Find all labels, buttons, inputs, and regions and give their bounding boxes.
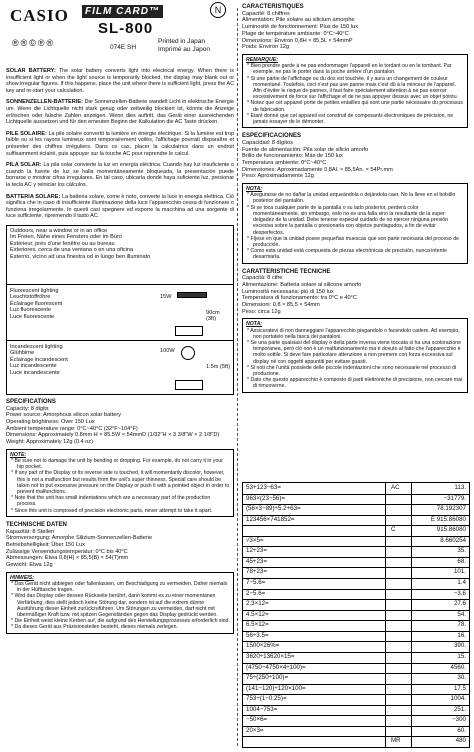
row-divider	[7, 284, 233, 285]
specifications-de	[6, 522, 234, 569]
printed-fr: Imprimé au Japon	[158, 46, 211, 53]
row-divider	[243, 536, 469, 537]
calc-input: 1004−753=	[246, 705, 278, 713]
calc-input: 2.3×12=	[246, 600, 269, 608]
row-divider	[243, 567, 469, 568]
note-fr	[242, 54, 468, 128]
calc-result: 915.86080	[436, 526, 466, 534]
note-title: REMARQUE:	[246, 56, 278, 63]
calc-row	[243, 494, 469, 505]
spec-line: Brillo de funcionamiento: Más de 150 lux	[242, 153, 343, 160]
certification-mark-icon: N	[210, 2, 226, 18]
light-row-outdoor	[7, 226, 163, 286]
product-title: FILM CARD™	[82, 5, 163, 18]
calc-row	[243, 567, 469, 578]
specifications-fr	[242, 4, 468, 51]
calc-row	[243, 641, 469, 652]
row-divider	[243, 494, 469, 495]
calc-row	[243, 578, 469, 589]
spec-line: Plage de température ambiante: 0°C~40°C	[242, 30, 349, 37]
calc-result: 78.	[457, 621, 466, 629]
row-divider	[7, 340, 233, 341]
spec-line: Capacité: 8 chiffres	[242, 10, 290, 17]
row-divider	[243, 620, 469, 621]
section-heading: PILA SOLAR:	[6, 162, 44, 169]
spec-heading: TECHNISCHE DATEN	[6, 521, 67, 528]
calc-result: 17.5	[453, 684, 466, 692]
calc-result: 1004.	[450, 695, 466, 703]
spec-line: Alimentazione: Batteria solare al silicone amorfo	[242, 281, 362, 288]
calc-result: 27.6	[453, 600, 466, 608]
note-title: NOTA:	[246, 186, 263, 193]
row-divider	[243, 546, 469, 547]
spec-heading: CARATTERISTICHE TECNICHE	[242, 268, 331, 275]
spec-line: Ambient temperature range: 0°C~40°C (32°F~104°F)	[6, 425, 138, 432]
specifications-en	[6, 399, 234, 446]
note-item: * Se una parte qualsiasi del display o della parte inversa viene toccata si ha una scolorazione temporanea, però ciò non è un malfunzionamento ma è dovuto al fatto che l'apparecchio è molto sottile. Si deve fare particolare attenzione a non premere con forza eccessiva sul display né con oggetti appuntiti per evitare guasti.	[253, 340, 464, 365]
spec-line: Fuente de alimentación: Pila solar de silicio amorfo	[242, 146, 369, 153]
spec-lines	[6, 529, 234, 569]
calc-result: 68.	[457, 557, 466, 565]
calc-result: −3.6	[453, 589, 466, 597]
note-item: * Etant donné que cet appareil est construit de composants électroniques de précision, ne jamais essayer de le démonter.	[253, 113, 464, 125]
calc-input: √3×5=	[246, 536, 264, 544]
note-item: * Asegurarse de no dañar la unidad arqueándola o dejándola caer. No la lleve en el bolsillo posterior del pantalón.	[253, 192, 464, 204]
spec-line: Dimensioni: 0,8 × 85,5 × 54mm	[242, 302, 320, 309]
spec-line: Peso: Aproximadamente 12g	[242, 173, 314, 180]
note-item: * Note that the unit has small indentations which are a necessary part of the production process.	[17, 495, 230, 507]
printed-en: Printed in Japan	[158, 38, 205, 45]
row-divider	[243, 652, 469, 653]
section-paragraph	[6, 68, 234, 94]
spec-line: Capacidad: 8 dígitos	[242, 139, 293, 146]
note-item: * Wird das Display oder dessen Rückseite berührt, dann kommt es zu einer momentanen Verfärbung; dies stellt jedoch keine Störung dar, sondern ist auf die extrem dünne Ausführung dieser Einheit zurückzuführen. Um Störungen zu vermeiden, darf nicht mit übermäßiger Kraft bzw. mit spitzen Gegenständen gegen das Display gedrückt werden.	[17, 593, 230, 618]
calc-input: (56×3−89)÷5.2+63=	[246, 505, 301, 513]
column-divider	[237, 8, 238, 746]
calc-row	[243, 589, 469, 600]
calc-result: 35.	[457, 547, 466, 555]
section-heading: SONNENZELLEN-BATTERIE:	[6, 99, 85, 106]
spec-heading: CARACTERISTIQUES	[242, 4, 304, 10]
light-conditions-table	[6, 225, 234, 395]
note-es	[242, 183, 468, 263]
spec-lines	[242, 275, 468, 315]
note-de	[6, 572, 234, 634]
calc-row	[243, 736, 469, 747]
calc-result: 4560.	[450, 663, 466, 671]
calc-row	[243, 504, 469, 515]
section-heading: PILE SOLAIRE:	[6, 130, 49, 137]
calc-row	[243, 536, 469, 547]
spec-line: Temperatura di funzionamento: tra 0°C e 40°C	[242, 295, 357, 302]
note-item: * Assicuratevi di non danneggiare l'apparecchio piegandolo o facendolo cadere. Ad esempio, non portatelo nella tasca dei pantaloni.	[253, 328, 464, 340]
section-paragraph	[6, 131, 234, 157]
symbol-marks: ®®©®®	[12, 38, 56, 48]
spec-line: Weight: Approximately 12g (0.4 oz)	[6, 439, 93, 446]
row-divider	[243, 525, 469, 526]
calc-input: 4.5×12=	[246, 610, 269, 618]
note-item: * Si noti che l'unità possiede delle piccole indentazioni che sono necessarie nel processo di produzione.	[253, 365, 464, 377]
calc-input: (4750−4750×4÷100)=	[246, 663, 306, 671]
row-divider	[243, 631, 469, 632]
row-divider	[243, 599, 469, 600]
section-text: Die Sonnenzellen-Batterie wandelt Licht in elektrische Energie um. Wenn die Lichtquelle nicht stark genug oder zeitweilig blockiert ist, könnte die Anzeige erlöschen oder falsche Zahlen anzeigen. Wenn dies auftritt, das Gerät einer ausreichenden Lichtquelle aussetzen und für den erneuten Beginn der Kalkulation die AC Taste drücken.	[6, 99, 234, 126]
calc-input: 3620÷13620×15=	[246, 652, 295, 660]
calc-result: 30.	[457, 674, 466, 682]
lamp-wattage-2: 100W	[160, 347, 175, 354]
section-text: La batteria solare, come è noto, converte la luce in energia elettrica. Ciò significa che in caso di insufficiente illuminazione della luce l'apparecchio cessa di funzionare o funziona irregolarmente. In questi casi spegnere ed esporre la macchina ad una sorgente di luce sufficiente, ripremendo il tasto AC.	[6, 193, 234, 220]
calc-row	[243, 652, 469, 663]
calc-input: −50×6=	[246, 716, 268, 724]
spec-line: Capacity: 8 digits	[6, 405, 49, 412]
calc-row	[243, 525, 469, 536]
row-divider	[243, 515, 469, 516]
spec-line: Betriebshelligkeit: Über 150 Lux	[6, 541, 85, 548]
specifications-it	[242, 269, 468, 316]
note-list	[10, 581, 230, 631]
calc-input: 123456×741852=	[246, 515, 295, 523]
light-row-fluorescent	[7, 286, 163, 342]
row-divider	[243, 736, 469, 737]
note-title: HINWEIS:	[10, 574, 34, 581]
light-row-incandescent	[7, 342, 163, 396]
spec-line: Poids: Environ 12g	[242, 44, 289, 51]
calc-row	[243, 684, 469, 695]
spec-line: Power source: Amorphous silicon solar battery	[6, 412, 122, 419]
row-divider	[243, 694, 469, 695]
calc-result: −300	[452, 716, 466, 724]
calc-row	[243, 557, 469, 568]
spec-lines	[242, 11, 468, 51]
calc-input: 20×3=	[246, 726, 264, 734]
printed-in	[158, 38, 210, 54]
spec-line: Dimensions: Approximately 0.8mm H × 85.5W × 54mmD (1/32"H × 3 3/8"W × 2 1/8"D)	[6, 432, 220, 439]
distance-2: 1.5m (5ft)	[206, 363, 230, 370]
calc-row	[243, 705, 469, 716]
calc-input: 53+123−63=	[246, 484, 281, 491]
model-number: SL-800	[98, 20, 154, 37]
note-item: * Be sure not to damage the unit by bending or dropping. For example, do not carry it in your hip pocket.	[17, 458, 230, 470]
note-it	[242, 318, 468, 392]
spec-line: Dimensiones: Aproximadamente 0,8Al. × 85,5An. × 54Pr.mm	[242, 166, 393, 173]
section-heading: BATTERIA SOLARE:	[6, 193, 62, 200]
row-divider	[243, 557, 469, 558]
spec-line: Peso: circa 12g	[242, 308, 281, 315]
section-text: La pila solar convierte la luz en energía eléctrica. Cuando hay luz insuficiente o cuando la fuente de luz se halla momentáneamente bloqueada, la presentación puede borrarse o mostrar cifras irregulares. En tal caso, ubicaría donde haya suficiente luz, presionar la tecla AC y reiniciar los cálculos.	[6, 162, 234, 188]
calc-row	[243, 483, 469, 494]
row-divider	[243, 663, 469, 664]
spec-lines	[6, 406, 234, 446]
note-item: * Fíjese en que la unidad posee pequeñas muescas que son parte necesaria del proceso de producción.	[253, 236, 464, 248]
section-text: La pile solaire convertit la lumière en énergie électrique. Si la lumière est trop faible ou si les rayons lumineux sont temporairement voilés, l'affichage pourrait disparaître et présenter des chiffres irréguliers. Dans ce cas, placer la calculatrice dans un endroit suffisamment éclairé, puis appuyer sur la touche AC pour reprendre le calcul.	[6, 130, 234, 157]
calc-input: 6.5×12=	[246, 621, 269, 629]
calc-input: 45+23=	[246, 557, 267, 565]
lamp-wattage-1: 15W	[160, 293, 172, 300]
header	[6, 0, 234, 68]
calc-input: 1500×26%=	[246, 642, 280, 650]
calc-row	[243, 620, 469, 631]
calc-result: 78.192307	[436, 505, 466, 513]
calc-row	[243, 610, 469, 621]
section-text: The solar battery converts light into electrical energy. When there is insufficient light or when the light source is temporarily blocked, the display may blank out or show irregular figures. If this happens, place the unit where there is sufficient light, press the AC key and re-start your calculation.	[6, 68, 234, 94]
row-divider	[243, 715, 469, 716]
calc-result: 251.	[453, 705, 466, 713]
calc-input: 2−5.6=	[246, 589, 266, 597]
note-item: * Da dieses Gerät aus Präzisionsteilen besteht, dieses niemals zerlegen.	[17, 624, 230, 630]
note-title: NOTE:	[10, 451, 27, 458]
calc-result: 15.	[457, 652, 466, 660]
row-divider	[243, 684, 469, 685]
spec-line: Kapazität: 8 Stellen	[6, 528, 55, 535]
row-divider	[243, 705, 469, 706]
calc-result: 54.	[457, 610, 466, 618]
calc-key: AC	[391, 484, 400, 491]
spec-line: Alimentation: Pile solaire au silicium amorphe	[242, 17, 355, 24]
calc-row	[243, 631, 469, 642]
note-item: * Bien prendre garde à ne pas endommager l'appareil en le tordant ou en le tombant. Par exemple, ne pas le porter dans la poche arrière d'un pantalon.	[253, 63, 464, 75]
calculation-examples-table	[242, 482, 470, 748]
spec-heading: SPECIFICATIONS	[6, 398, 56, 405]
solar-battery-sections	[6, 68, 234, 220]
note-item: * Si une partie de l'affichage ou du dos est touchée, il y aura un changement de couleur momentané. Toutefois, ceci n'est pas une panne mais c'est dû à la minceur de l'appareil. Afin d'éviter le risque de pannes, il faut faire spécialement attention à ne pas exercer excessivement de force sur l'affichage et de ne pas appuyer dessus avec un objet pointu.	[253, 76, 464, 101]
row-divider	[243, 610, 469, 611]
left-column	[6, 0, 234, 752]
calc-row	[243, 694, 469, 705]
calc-result: E 915.86080	[430, 515, 466, 523]
calc-result: 113.	[454, 484, 466, 491]
note-list	[246, 63, 464, 125]
row-divider	[243, 673, 469, 674]
calc-input: 12+23=	[246, 547, 267, 555]
section-heading: SOLAR BATTERY:	[6, 68, 59, 74]
print-code: 074E SH	[110, 44, 137, 51]
note-title: NOTA:	[246, 321, 263, 328]
note-item: * Die Einheit weist kleine Kerben auf, die aufgrund des Herstellungsprozesses erforderlich sind.	[17, 618, 230, 624]
spec-line: Stromversorgung: Amorphe Silizium-Sonnenzellen-Batterie	[6, 535, 153, 542]
spec-lines	[242, 140, 468, 180]
spec-heading: ESPECIFICACIONES	[242, 133, 302, 140]
calc-input: (141−120)÷120×100=	[246, 684, 306, 692]
light-row-text: Outdoors, near a window or in an office Im Freien, Nähe eines Fensters oder im Büro Extérieur, près d'une fenêtre ou au bureau Exteriores, cerca de una ventana o en una oficina Esterno, vicino ad una finestra od in luogo ben illuminato	[10, 227, 151, 260]
row-divider	[243, 504, 469, 505]
row-divider	[243, 641, 469, 642]
note-item: * Dato che questo apparecchio è composto di parti elettroniche di precisione, non cercare mai di rimuoverne.	[253, 377, 464, 389]
spec-line: Luminosité de fonctionnement: Plus de 150 lux	[242, 24, 358, 31]
spec-line: Gewicht: Etwa 12g	[6, 562, 53, 569]
spec-line: Luminosità necessaria: più di 150 lux	[242, 288, 334, 295]
spec-line: Operating brightness: Over 150 Lux	[6, 418, 95, 425]
calculator-icon	[175, 326, 203, 336]
calc-row	[243, 546, 469, 557]
light-row-text: Incandescent lighting Glühbirne Éclairage incandescent Luz incandescente Luce incandescente	[10, 343, 68, 376]
note-item: * Since this unit is composed of precision electronic parts, never attempt to take it apart.	[17, 508, 230, 514]
calc-row	[243, 599, 469, 610]
note-en	[6, 449, 234, 517]
calc-result: 60.	[457, 726, 466, 734]
spec-line: Abmessungen: Etwa 0,8(H) × 85,5(B) × 54(T)mm	[6, 555, 129, 562]
note-list	[246, 328, 464, 390]
calc-result: 8.660254	[440, 536, 466, 544]
brand-logo: CASIO	[10, 6, 69, 25]
calc-result: 480	[455, 737, 466, 745]
calc-row	[243, 663, 469, 674]
note-list	[246, 192, 464, 260]
calc-input: 56÷3.5=	[246, 631, 269, 639]
note-item: * Como esta unidad está compuesta de piezas electrónicas de precisión, nunca intente desarmarla.	[253, 248, 464, 260]
calc-input: 963×(23−56)=	[246, 494, 286, 502]
calc-input: 78+23=	[246, 568, 267, 576]
light-bulb-icon	[181, 346, 195, 360]
calc-row	[243, 726, 469, 737]
specifications-es	[242, 133, 468, 180]
note-item: * Notez que cet appareil porte de petites entailles qui sont une partie nécessaire du processus de fabrication.	[253, 100, 464, 112]
section-paragraph	[6, 194, 234, 220]
calc-result: 390.	[453, 642, 466, 650]
light-row-text: Fluorescent lighting Leuchtstoffröhre Éclairage fluorescent Luz fluorescente Luce fluorescente	[10, 287, 63, 320]
section-paragraph	[6, 99, 234, 125]
note-item: * Das Gerät nicht abbiegen oder fallenlassen, um Beschädigung zu vermeiden. Daher niemals in der Hüfttasche tragen.	[17, 581, 230, 593]
note-item: * If any part of the Display or its reverse side is touched, it will momentarily discolor, however, this is not a malfunction but results from the unit's super thinness. Special care should be taken not to put excessive pressure on the Display or push it with a pointed object in order to prevent malfunctions.	[17, 470, 230, 495]
calc-row	[243, 715, 469, 726]
calc-input: 753÷(1−0.25)=	[246, 695, 287, 703]
note-list	[10, 458, 230, 514]
row-divider	[243, 726, 469, 727]
calc-result: −31779.	[443, 494, 466, 502]
calc-key: C	[391, 526, 396, 534]
note-item: * Si se toca cualquier parte de la pantalla o su lado posterior, perderá color momentáneamente, sin embargo, esto no es una falla sino la resultante de la super delgadez de la unidad. Debe tenerse especial cuidado de no ejercer ninguna presión excesiva sobre la pantalla o presionarla con objetos puntiagudos, a fin de evitar desperfectos.	[253, 205, 464, 236]
calc-key: MR	[391, 737, 401, 745]
spec-line: Zulässige Verwendungstemperatur: 0°C bis 40°C	[6, 548, 128, 555]
row-divider	[243, 589, 469, 590]
calc-input: 7−5.6=	[246, 579, 266, 587]
spec-line: Dimensions: Environ 0,8H × 85,5L × 54mmP	[242, 37, 353, 44]
spec-line: Temperatura ambiente: 0°C~40°C	[242, 159, 327, 166]
calc-result: 16.	[457, 631, 466, 639]
calc-row	[243, 515, 469, 526]
calc-input: 75÷(250÷100)=	[246, 674, 289, 682]
calc-row	[243, 673, 469, 684]
fluorescent-lamp-icon	[177, 292, 207, 298]
distance-1: 90cm (3ft)	[206, 309, 220, 323]
calculator-icon	[175, 380, 203, 390]
calc-result: 101.	[453, 568, 466, 576]
row-divider	[243, 578, 469, 579]
section-paragraph	[6, 162, 234, 188]
calc-result: 1.4	[457, 579, 466, 587]
spec-line: Capacità: 8 cifre	[242, 275, 283, 282]
